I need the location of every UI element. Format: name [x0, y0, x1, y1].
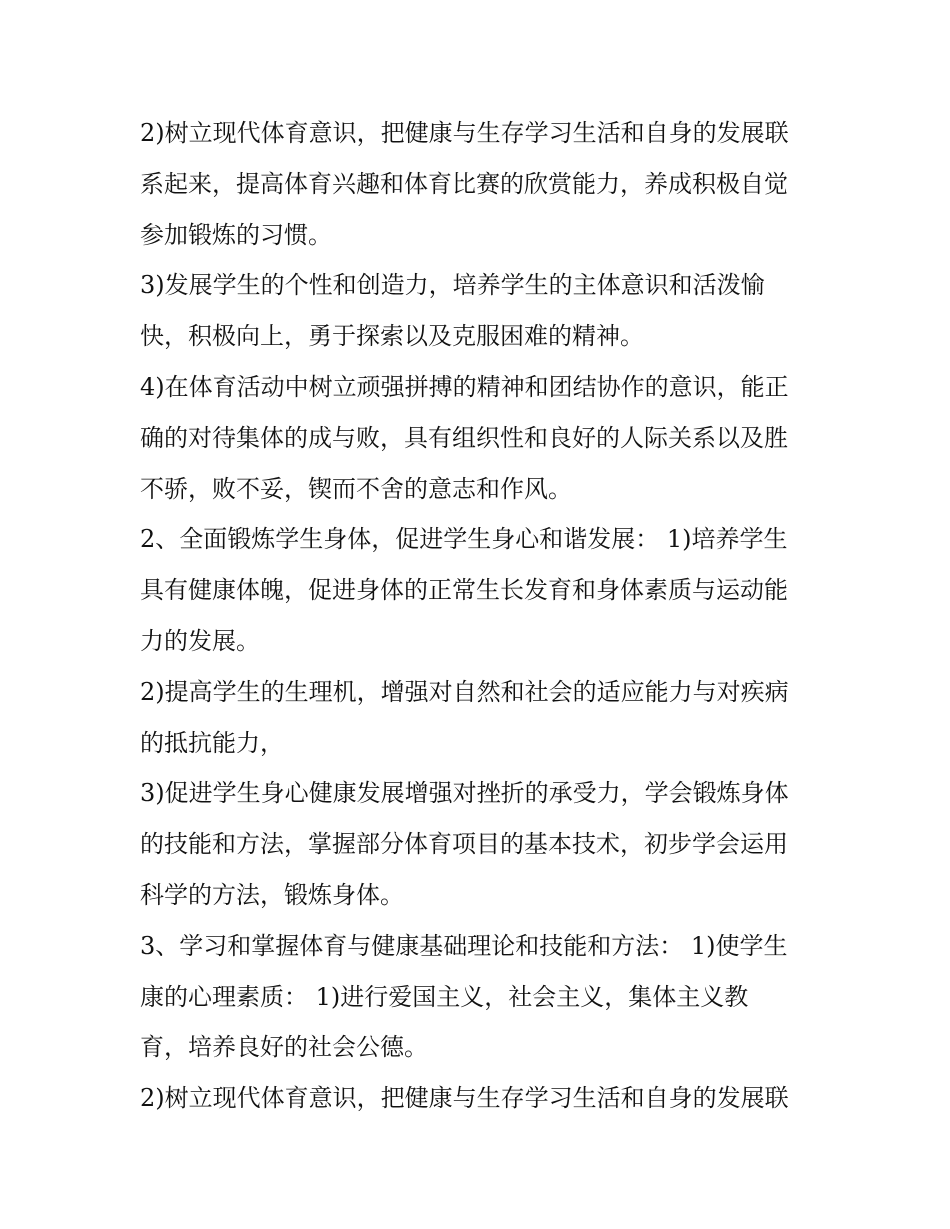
text-line: 3)促进学生身心健康发展增强对挫折的承受力，学会锻炼身体: [140, 779, 789, 808]
text-line: 2)树立现代体育意识，把健康与生存学习生活和自身的发展联: [140, 1084, 789, 1113]
text-line: 的抵抗能力，: [140, 728, 284, 757]
text-line: 2、全面锻炼学生身体，促进学生身心和谐发展： 1)培养学生: [140, 525, 788, 554]
text-line: 快，积极向上，勇于探索以及克服困难的精神。: [140, 322, 644, 351]
text-line: 参加锻炼的习惯。: [140, 220, 332, 249]
text-line: 的技能和方法，掌握部分体育项目的基本技术，初步学会运用: [140, 830, 788, 859]
text-line: 3、学习和掌握体育与健康基础理论和技能和方法： 1)使学生: [140, 931, 788, 960]
text-line: 不骄，败不妥，锲而不舍的意志和作风。: [140, 474, 572, 503]
body-text: [140, 108, 830, 1124]
text-line: 育，培养良好的社会公德。: [140, 1033, 428, 1062]
text-line: 康的心理素质： 1)进行爱国主义，社会主义，集体主义教: [140, 982, 749, 1011]
text-line: 2)提高学生的生理机，增强对自然和社会的适应能力与对疾病: [140, 677, 789, 706]
text-line: 力的发展。: [140, 626, 260, 655]
text-line: 系起来，提高体育兴趣和体育比赛的欣赏能力，养成积极自觉: [140, 169, 788, 198]
text-line: 具有健康体魄，促进身体的正常生长发育和身体素质与运动能: [140, 576, 788, 605]
text-line: 2)树立现代体育意识，把健康与生存学习生活和自身的发展联: [140, 119, 789, 147]
text-line: 4)在体育活动中树立顽强拼搏的精神和团结协作的意识，能正: [140, 372, 789, 401]
text-line: 确的对待集体的成与败，具有组织性和良好的人际关系以及胜: [140, 423, 788, 452]
text-line: 3)发展学生的个性和创造力，培养学生的主体意识和活泼愉: [140, 271, 765, 300]
text-line: 科学的方法，锻炼身体。: [140, 880, 404, 909]
